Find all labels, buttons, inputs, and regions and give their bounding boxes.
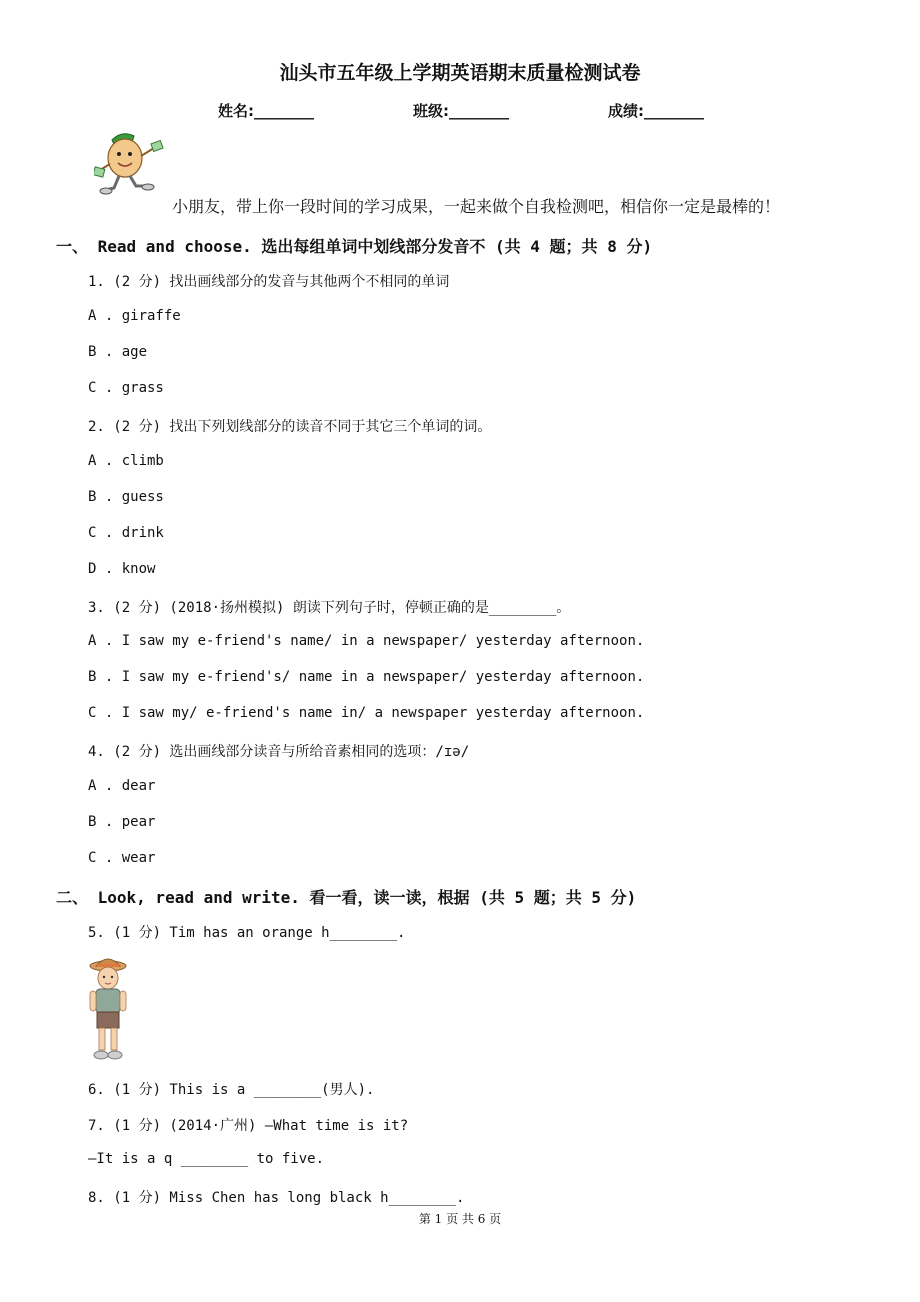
exam-title: 汕头市五年级上学期英语期末质量检测试卷 [279,62,641,84]
answer-option: B . I saw my e-friend's/ name in a newspaper/ yesterday afternoon. [88,669,645,685]
score-field: 成绩:________ [608,102,704,120]
question-stem: 1. (2 分) 找出画线部分的发音与其他两个不相同的单词 [88,274,450,290]
section-heading: 二、 Look, read and write. 看一看，读一读，根据 (共 5 题；共 5 分) [56,888,637,907]
boy-with-hat-illustration [86,956,130,1062]
answer-option: C . I saw my/ e-friend's name in/ a newspaper yesterday afternoon. [88,705,645,721]
question-stem: 6. (1 分) This is a ________(男人). [88,1082,375,1098]
answer-option: B . pear [88,814,156,830]
question-stem: 2. (2 分) 找出下列划线部分的读音不同于其它三个单词的词。 [88,419,492,435]
answer-option: C . drink [88,525,164,541]
question-stem: 4. (2 分) 选出画线部分读音与所给音素相同的选项：/ɪə/ [88,744,470,760]
question-stem: 3. (2 分) (2018·扬州模拟) 朗读下列句子时，停顿正确的是________。 [88,600,571,616]
answer-option: A . climb [88,453,164,469]
answer-option: A . giraffe [88,308,181,324]
page-footer: 第 1 页 共 6 页 [418,1212,502,1226]
answer-option: C . grass [88,380,164,396]
answer-option: C . wear [88,850,156,866]
answer-option: D . know [88,561,156,577]
name-field: 姓名:________ [218,102,314,120]
question-stem: 7. (1 分) (2014·广州) —What time is it? [88,1118,409,1134]
answer-option: A . I saw my e-friend's name/ in a newspaper/ yesterday afternoon. [88,633,645,649]
answer-option: B . guess [88,489,164,505]
answer-option: B . age [88,344,148,360]
section-heading: 一、 Read and choose. 选出每组单词中划线部分发音不 (共 4 题；共 8 分) [56,237,653,256]
answer-option: A . dear [88,778,156,794]
greeting-text: 小朋友，带上你一段时间的学习成果，一起来做个自我检测吧，相信你一定是最棒的！ [172,197,781,216]
question-stem: 8. (1 分) Miss Chen has long black h________. [88,1190,465,1206]
question-continuation: —It is a q ________ to five. [88,1151,325,1167]
class-field: 班级:________ [413,102,509,120]
question-stem: 5. (1 分) Tim has an orange h________. [88,925,406,941]
mascot-illustration [94,130,168,196]
